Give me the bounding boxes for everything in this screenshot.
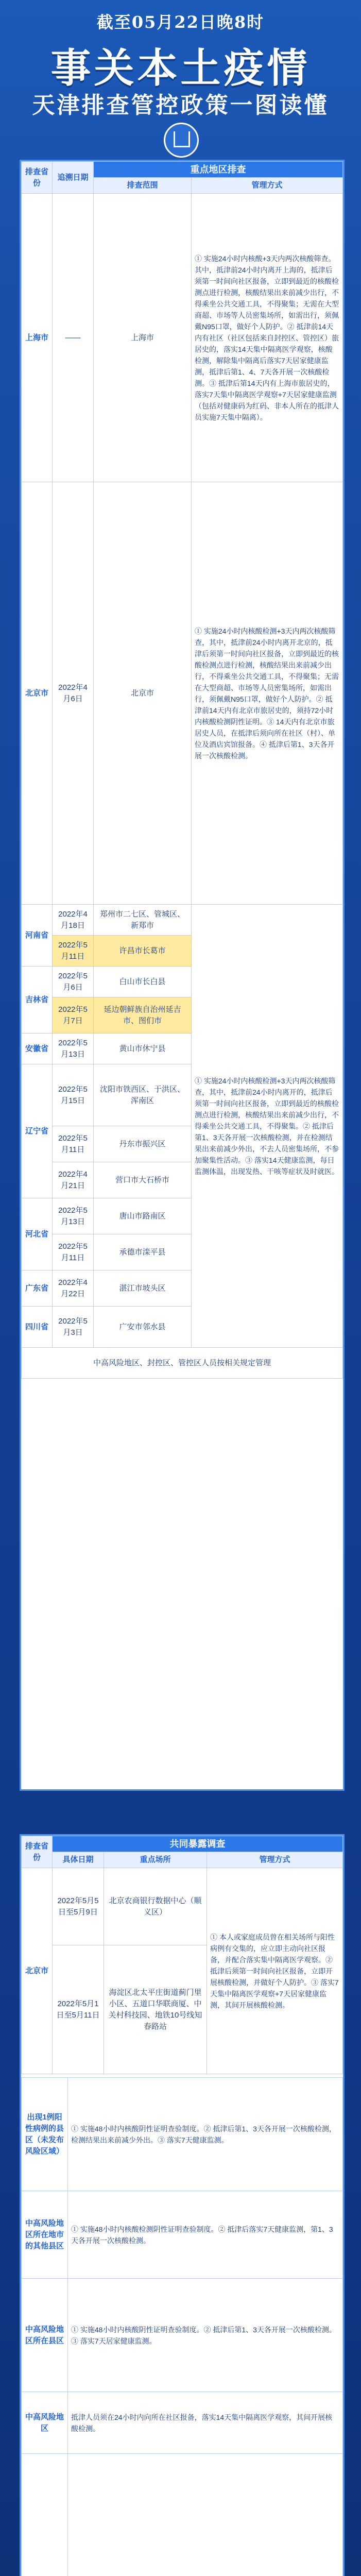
region-label: 中高风险地区所在县区 bbox=[22, 2279, 68, 2392]
scope-cell: 北京市 bbox=[94, 482, 192, 905]
date-cell: 2022年5月11日 bbox=[53, 936, 94, 967]
date-cell: 2022年4月18日 bbox=[53, 905, 94, 936]
scope-cell: 黄山市休宁县 bbox=[94, 1033, 192, 1064]
scope-cell: 白山市长白县 bbox=[94, 967, 192, 997]
region-table bbox=[21, 2077, 343, 2576]
key-area-table bbox=[21, 161, 343, 1379]
date-cell: 2022年4月21日 bbox=[53, 1162, 94, 1198]
policy-cell: ① 实施24小时内核酸+3天内两次核酸筛查。其中，抵津前24小时内离开上海的，抵津后须第一时间向社区报备，立即到最近的核酸检测点进行检测，核酸结果出来前减少出行，不得乘坐公共交通工具，不得聚集；无需在大型商超、市场等人员密集场所，如需出行，须佩戴N95口罩，做好个人防护。② 抵津前14天内有社区（社区包括来自封控区、管控区）旅居史的，落实14天集中隔离医学观察，核酸检测，解除集中隔离后落实7天居家健康监测，抵津后第1、4、7天各开展一次核酸检测。③ 抵津后第14天内有上海市旅居史的，落实7天集中隔离医学观察+7天居家健康监测（包括对健康码为红码、非本人所在的抵津人员实施7天集中隔离）。 bbox=[192, 194, 343, 482]
header-subtitle: 天津排查管控政策一图读懂 bbox=[32, 93, 329, 118]
province-cell: 河南省 bbox=[22, 905, 53, 967]
region-label bbox=[22, 2454, 68, 2576]
date-cell: 2022年5月5日至5月9日 bbox=[53, 1868, 104, 1945]
policy-cell: ① 实施24小时内核酸检测+3天内两次核酸筛查，其中，抵津前24小时内离开的，抵津后须第一时间向社区报备，立即到最近的核酸检测点进行检测，核酸结果出来前减少出行，不得乘坐公共交通工具，不得聚集。② 抵津后第1、3天各开展一次核酸检测，并在检测结果出来前减少外出，不去人员密集场所，不参加聚集性活动。③ 落实14天健康监测，每日监测体温，出现发热、干咳等症状及时就医。 bbox=[192, 905, 343, 1348]
table-footer: 中高风险地区、封控区、管控区人员按相关规定管理 bbox=[22, 1348, 343, 1379]
table-row bbox=[22, 194, 343, 482]
exposure-table bbox=[21, 1836, 343, 2074]
region-policy: ① 实施48小时内核酸检测阴性证明查验制度。② 抵津后落实7天健康监测，第1、3天各开展一次核酸检测。 bbox=[68, 2191, 343, 2279]
col-scope: 排查范围 bbox=[94, 178, 192, 194]
policy-cell: ① 实施24小时内核酸检测+3天内两次核酸筛查，其中，抵津前24小时内离开北京的，抵津后须第一时间向社区报备，立即到最近的核酸检测点进行检测，核酸结果出来前减少出行，不得乘坐公共交通工具，不得聚集；无需在大型商超、市场等人员密集场所，如需出行，须佩戴N95口罩，做好个人防护。② 抵津前14天内有北京市旅居史的，须持72小时内核酸检测阴性证明。③ 14天内有北京市旅居史人员，在抵津后须向所在社区（村）、单位及酒店宾馆报备。④ 抵津后第1、3天各开展一次核酸检测。 bbox=[192, 482, 343, 905]
province-cell: 广东省 bbox=[22, 1270, 53, 1307]
scope-cell: 湛江市坡头区 bbox=[94, 1270, 192, 1307]
province-cell: 上海市 bbox=[22, 194, 53, 482]
date-cell: 2022年5月11日 bbox=[53, 1234, 94, 1270]
table-row bbox=[22, 2191, 343, 2279]
date-cell: —— bbox=[53, 194, 94, 482]
scope-cell: 唐山市路南区 bbox=[94, 1198, 192, 1234]
region-label: 中高风险地区所在地市的其他县区 bbox=[22, 2191, 68, 2279]
col-prov: 排查省份 bbox=[22, 1836, 53, 1868]
region-policy: 抵津人员须在24小时内向所在社区报备，落实14天集中隔离医学观察，其间开展核酸检测。 bbox=[68, 2392, 343, 2454]
col-place: 重点场所 bbox=[104, 1852, 207, 1868]
table-row bbox=[22, 2078, 343, 2191]
exposure-panel bbox=[20, 1834, 345, 2576]
band-title: 重点地区排查 bbox=[94, 162, 343, 178]
date-cell: 2022年5月1日至5月11日 bbox=[53, 1945, 104, 2074]
date-cell: 2022年5月13日 bbox=[53, 1198, 94, 1234]
province-cell: 吉林省 bbox=[22, 967, 53, 1033]
province-cell: 安徽省 bbox=[22, 1033, 53, 1064]
scope-cell: 广安市邻水县 bbox=[94, 1307, 192, 1348]
scope-cell: 许昌市长葛市 bbox=[94, 936, 192, 967]
table-row bbox=[22, 1868, 343, 1945]
date-cell: 2022年5月15日 bbox=[53, 1064, 94, 1126]
col-policy: 管理方式 bbox=[207, 1852, 343, 1868]
emblem-icon bbox=[164, 123, 199, 158]
key-area-panel bbox=[20, 160, 345, 1791]
table-row bbox=[22, 2392, 343, 2454]
scope-cell: 丹东市振兴区 bbox=[94, 1126, 192, 1162]
region-policy: ① 实施48小时内核酸阴性证明查验制度。② 抵津后第1、3天各开展一次核酸检测，检测结果出来前减少外出。③ 落实7天健康监测。 bbox=[68, 2078, 343, 2191]
band-title: 共同暴露调查 bbox=[53, 1836, 343, 1852]
region-policy bbox=[68, 2454, 343, 2576]
date-cell: 2022年5月3日 bbox=[53, 1307, 94, 1348]
col-prov: 排查省份 bbox=[22, 162, 53, 194]
region-label: 中高风险地区 bbox=[22, 2392, 68, 2454]
table-footer-row bbox=[22, 1348, 343, 1379]
table-row bbox=[22, 2279, 343, 2392]
col-date: 具体日期 bbox=[53, 1852, 104, 1868]
header bbox=[0, 0, 361, 170]
table-row bbox=[22, 2454, 343, 2576]
scope-cell: 郑州市二七区、管城区、新郑市 bbox=[94, 905, 192, 936]
place-cell: 海淀区北太平庄街道蓟门里小区、五道口华联商厦、中关村科技园、地铁10号线知春路站 bbox=[104, 1945, 207, 2074]
province-cell: 北京市 bbox=[22, 482, 53, 905]
date-cell: 2022年5月6日 bbox=[53, 967, 94, 997]
place-cell: 北京农商银行数据中心（顺义区） bbox=[104, 1868, 207, 1945]
header-date: 截至05月22日晚8时 bbox=[96, 12, 265, 32]
province-cell: 北京市 bbox=[22, 1868, 53, 2074]
table-row bbox=[22, 905, 343, 936]
scope-cell: 上海市 bbox=[94, 194, 192, 482]
table-row bbox=[22, 482, 343, 905]
policy-cell: ① 本人或家庭成员曾在相关场所与阳性病例有交集的，应立即主动向社区报备，并配合落实集中隔离医学观察。② 抵津后须第一时间向社区报备，立即开展核酸检测，并做好个人防护。③ 落实7天集中隔离医学观察+7天居家健康监测，其间开展核酸检测。 bbox=[207, 1868, 343, 2074]
region-policy: ① 实施48小时内核酸阴性证明查验制度。② 抵津后第1、3天各开展一次核酸检测。③ 落实7天居家健康监测。 bbox=[68, 2279, 343, 2392]
province-cell: 河北省 bbox=[22, 1198, 53, 1270]
scope-cell: 延边朝鲜族自治州延吉市、图们市 bbox=[94, 997, 192, 1033]
date-cell: 2022年5月13日 bbox=[53, 1033, 94, 1064]
col-policy: 管理方式 bbox=[192, 178, 343, 194]
header-title: 事关本土疫情 bbox=[50, 45, 311, 91]
date-cell: 2022年4月6日 bbox=[53, 482, 94, 905]
col-date: 追溯日期 bbox=[53, 162, 94, 194]
date-cell: 2022年5月11日 bbox=[53, 1126, 94, 1162]
region-label: 出现1例阳性病例的县区（未发布风险区域） bbox=[22, 2078, 68, 2191]
province-cell: 辽宁省 bbox=[22, 1064, 53, 1198]
province-cell: 四川省 bbox=[22, 1307, 53, 1348]
date-cell: 2022年5月7日 bbox=[53, 997, 94, 1033]
scope-cell: 营口市大石桥市 bbox=[94, 1162, 192, 1198]
scope-cell: 沈阳市铁西区、于洪区、浑南区 bbox=[94, 1064, 192, 1126]
date-cell: 2022年4月22日 bbox=[53, 1270, 94, 1307]
scope-cell: 承德市滦平县 bbox=[94, 1234, 192, 1270]
